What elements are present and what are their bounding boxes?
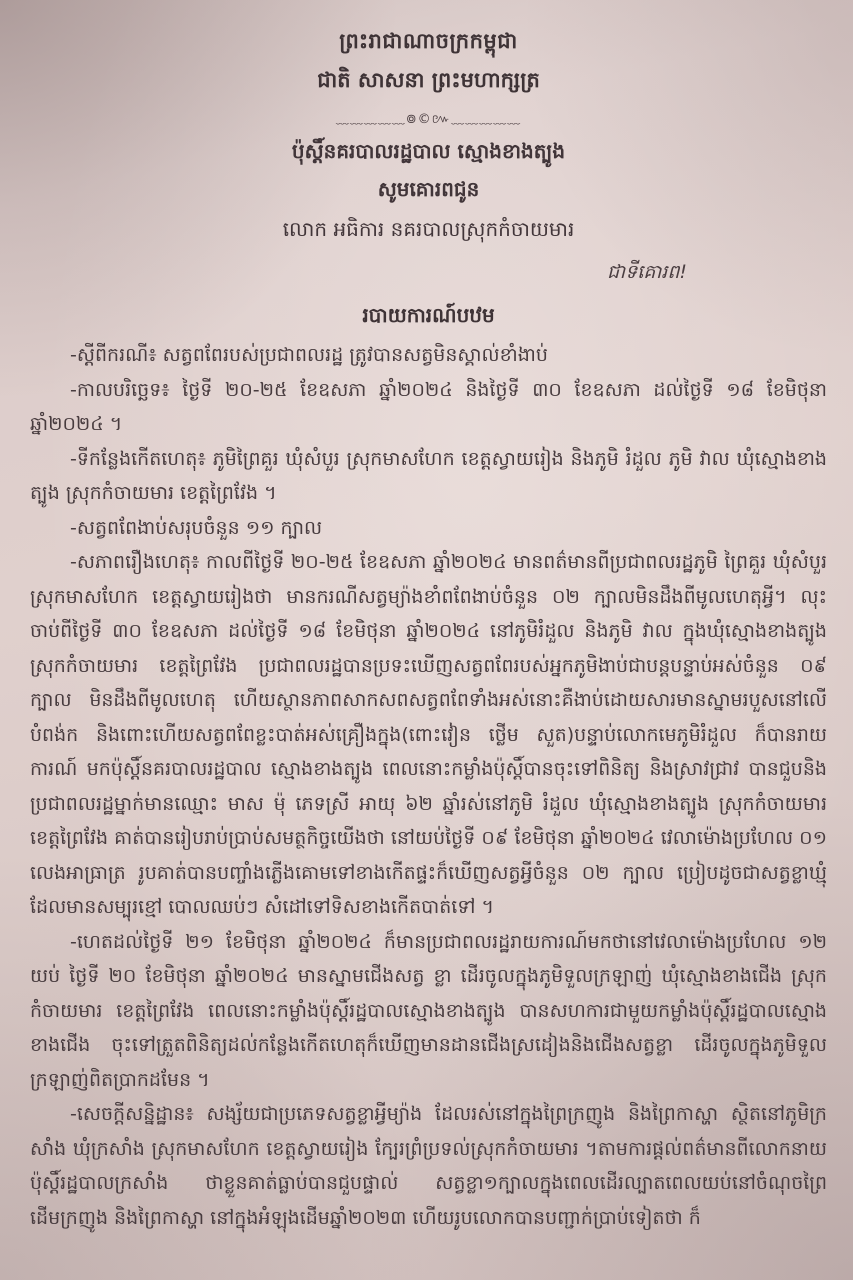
report-body xyxy=(30,338,827,1235)
situation-paragraph: -សភាពរឿងហេតុ៖ កាលពីថ្ងៃទី ២០-២៥ ខែឧសភា ឆ្នាំ២០២៤ មានពត៌មានពីប្រជាពលរដ្ឋភូមិ ព្រៃគួរ ឃុំសំបួរ ស្រុកមាសហែក ខេត្តស្វាយរៀងថា មានករណីសត្វម្យ៉ាងខាំពពែងាប់ចំនួន ០២ ក្បាលមិនដឹងពីមូលហេតុអ្វី។ លុះចាប់ពីថ្ងៃទី ៣០ ខែឧសភា ដល់ថ្ងៃទី ១៨ ខែមិថុនា ឆ្នាំ២០២៤ នៅភូមិរំដួល និងភូមិ វាល ក្នុងឃុំស្មោងខាងត្បូង ស្រុកកំចាយមារ ខេត្តព្រៃវែង ប្រជាពលរដ្ឋបានប្រទះឃើញសត្វពពែរបស់អ្នកភូមិងាប់ជាបន្តបន្ទាប់អស់ចំនួន ០៩ ក្បាល មិនដឹងពីមូលហេតុ ហើយស្ថានភាពសាកសពសត្វពពែទាំងអស់នោះគឺងាប់ដោយសារមានស្នាមរបួសនៅលើបំពង់ក និងពោះហើយសត្វពពែខ្លះបាត់អស់គ្រឿងក្នុង(ពោះវៀន ថ្លើម សួត)បន្ទាប់លោកមេភូមិរំដួល ក៏បានរាយការណ៍ មកប៉ុស្ដិ៍នគរបាលរដ្ឋបាល ស្មោងខាងត្បូង ពេលនោះកម្លាំងប៉ុស្ដិ៍បានចុះទៅពិនិត្យ និងស្រាវជ្រាវ បានជួបនិងប្រជាពលរដ្ឋម្នាក់មានឈ្មោះ មាស ម៉ុ ភេទស្រី អាយុ ៦២ ឆ្នាំរស់នៅភូមិ រំដួល ឃុំស្មោងខាងត្បូង ស្រុកកំចាយមារ ខេត្តព្រៃវែង គាត់បានរៀបរាប់ប្រាប់សមត្ថកិច្ចយើងថា នៅយប់ថ្ងៃទី ០៩ ខែមិថុនា ឆ្នាំ២០២៤ វេលាម៉ោងប្រហែល ០១ លេងអាធ្រាត្រ រូបគាត់បានបញ្ចាំងភ្លើងគោមទៅខាងកើតផ្ទះក៏ឃើញសត្វអ្វីចំនួន ០២ ក្បាល ប្រៀបដូចជាសត្វខ្លាឃ្មុំ ដែលមានសម្បុរខ្មៅ បោលឈប់ៗ សំដៅទៅទិសខាងកើតបាត់ទៅ ។ xyxy=(30,551,827,918)
sender-unit-line: ប៉ុស្ដិ៍នគរបាលរដ្ឋបាល ស្មោងខាងត្បូង xyxy=(291,139,566,163)
salutation-line: សូមគោរពជូន xyxy=(377,177,480,201)
respect-note: ជាទីគោរព! xyxy=(607,261,687,283)
report-title: របាយការណ៍បឋម xyxy=(362,303,495,327)
ornamental-divider: ﹏﹏﹏﹏﹏៙©៚﹏﹏﹏﹏﹏ xyxy=(335,112,522,127)
recipient-line: លោក អធិការ នគរបាលស្រុកកំចាយមារ xyxy=(282,217,575,241)
kingdom-title: ព្រះរាជាណាចក្រកម្ពុជា xyxy=(339,29,518,53)
followup-paragraph: -ហេតដល់ថ្ងៃទី ២១ ខែមិថុនា ឆ្នាំ២០២៤ ក៏មានប្រជាពលរដ្ឋរាយការណ៍មកថានៅវេលាម៉ោងប្រហែល ១២ យប់ ថ្ងៃទី ២០ ខែមិថុនា ឆ្នាំ២០២៤ មានស្នាមជើងសត្វ ខ្លា ដើរចូលក្នុងភូមិទួលក្រឡាញ់ ឃុំស្មោងខាងជើង ស្រុកកំចាយមារ ខេត្តព្រៃវែង ពេលនោះកម្លាំងប៉ុស្ដិ៍រដ្ឋបាលស្មោងខាងត្បូង បានសហការជាមួយកម្លាំងប៉ុស្ដិ៍រដ្ឋបាលស្មោងខាងជើង ចុះទៅត្រួតពិនិត្យដល់កន្លែងកើតហេតុក៏ឃើញមានដានជើងស្រដៀងនិងជើងសត្វខ្លា ដើរចូលក្នុងភូមិទួលក្រឡាញ់ពិតប្រាកដមែន ។ xyxy=(30,930,827,1091)
conclusion-paragraph: -សេចក្ដីសន្និដ្ឋាន៖ សង្ស័យជាប្រភេទសត្វខ្លាអ្វីម្យ៉ាង ដែលរស់នៅក្នុងព្រៃក្រញូង និងព្រៃកាស្ហា ស្ថិតនៅភូមិក្រសាំង ឃុំក្រសាំង ស្រុកមាសហែក ខេត្តស្វាយរៀង ក្បែរព្រំប្រទល់ស្រុកកំចាយមារ ។តាមការផ្ដល់ពត៌មានពីលោកនាយប៉ុស្ដិ៍រដ្ឋបាលក្រសាំង ថាខ្លួនគាត់ធ្លាប់បានជួបផ្ទាល់ សត្វខ្លា១ក្បាលក្នុងពេលដើរល្បាតពេលយប់នៅចំណុចព្រៃដើមក្រញូង និងព្រៃកាស្ហា នៅក្នុងអំឡុងដើមឆ្នាំ២០២៣ ហើយរូបលោកបានបញ្ជាក់ប្រាប់ទៀតថា ក៏ xyxy=(30,1103,827,1229)
location-line: -ទីកន្លែងកើតហេតុ៖ ភូមិព្រៃគួរ ឃុំសំបួរ ស្រុកមាសហែក ខេត្តស្វាយរៀង និងភូមិ រំដួល ភូមិ វាល ឃុំស្មោងខាងត្បូង ស្រុកកំចាយមារ ខេត្តព្រៃវែង ។ xyxy=(30,447,827,504)
date-line: -កាលបរិច្ឆេទ៖ ថ្ងៃទី ២០-២៥ ខែឧសភា ឆ្នាំ២០២៤ និងថ្ងៃទី ៣០ ខែឧសភា ដល់ថ្ងៃទី ១៨ ខែមិថុនា ឆ្នាំ២០២៤ ។ xyxy=(30,378,827,435)
case-subject-line: -ស្ដីពីករណី៖ សត្វពពែរបស់ប្រជាពលរដ្ឋ ត្រូវបានសត្វមិនស្គាល់ខាំងាប់ xyxy=(70,344,548,366)
national-motto: ជាតិ សាសនា ព្រះមហាក្សត្រ xyxy=(317,68,540,92)
casualty-total-line: -សត្វពពែងាប់សរុបចំនួន ១១ ក្បាល xyxy=(70,516,323,539)
